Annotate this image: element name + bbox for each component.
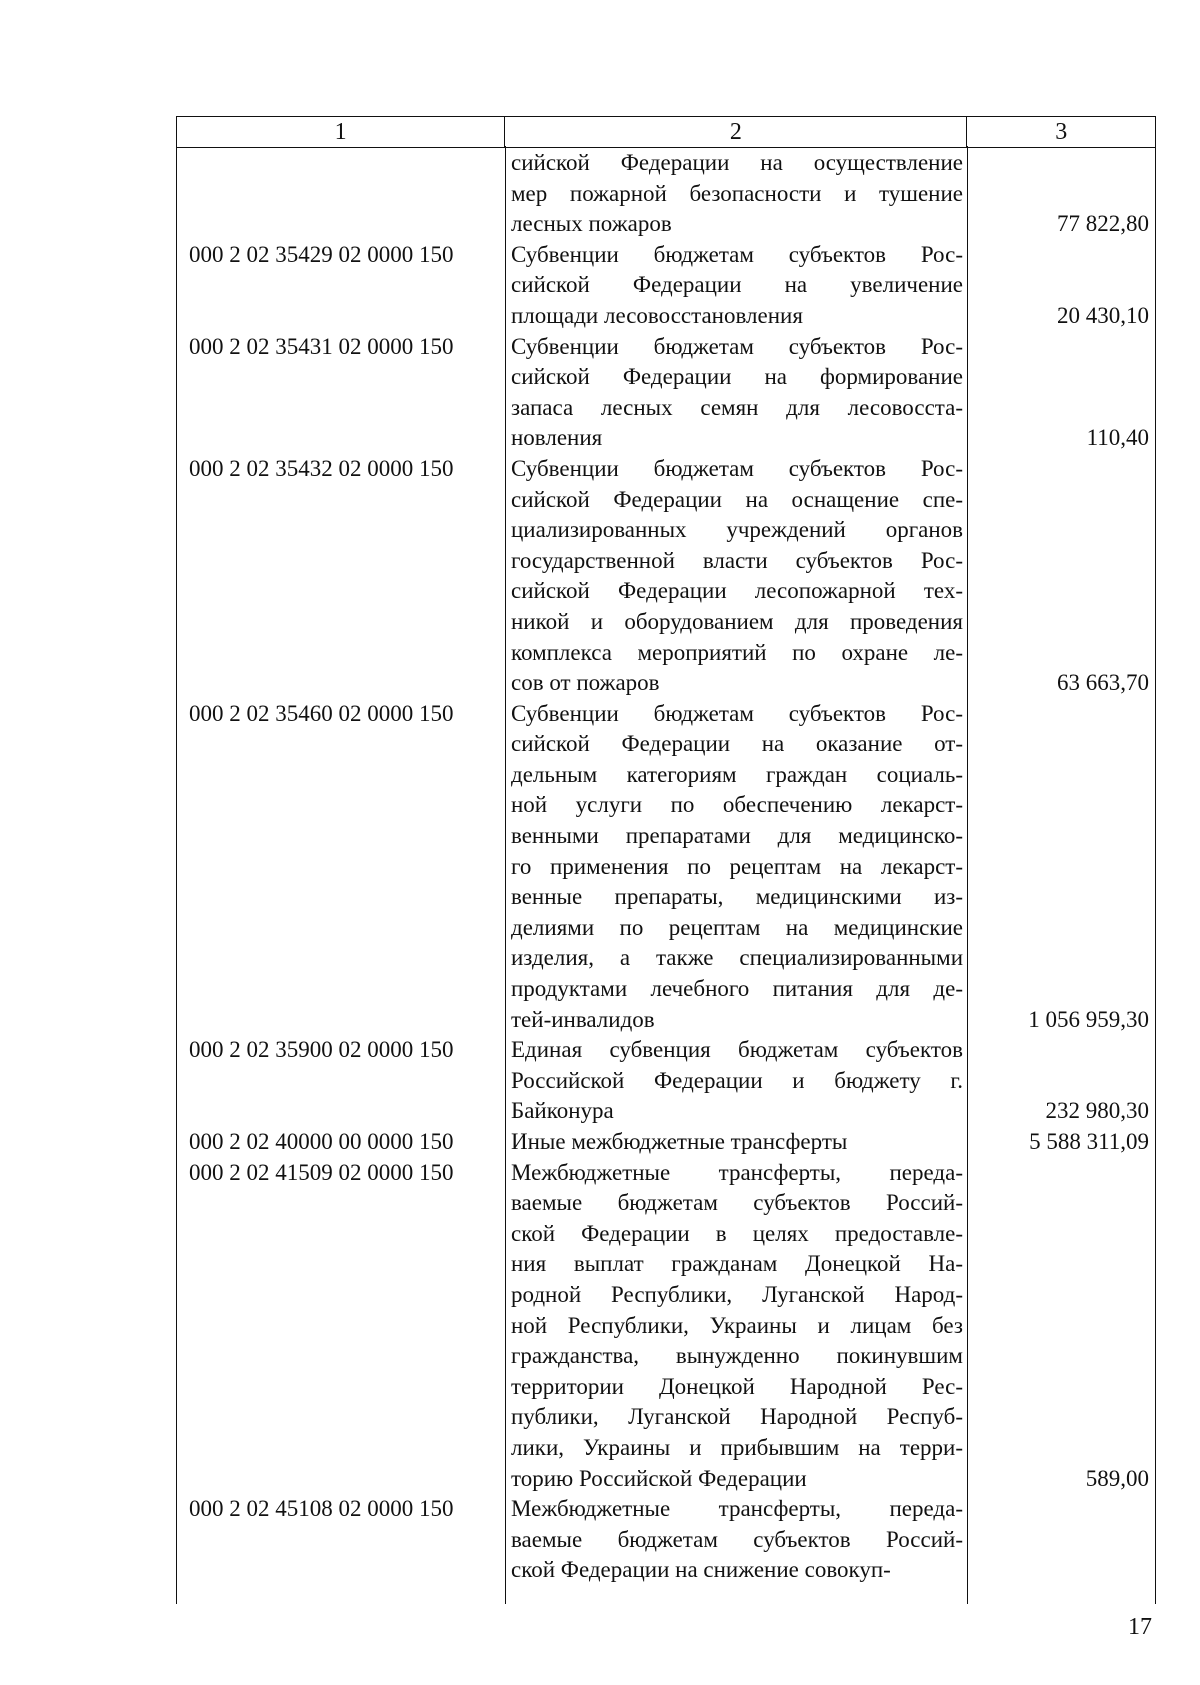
budget-table [176,116,1156,1604]
description-line: Субвенции бюджетам субъектов Рос- [511,700,963,726]
description-line: сийской Федерации на оснащение спе- [511,486,963,512]
description-line: Субвенции бюджетам субъектов Рос- [511,241,963,267]
amount-cell [967,1158,1155,1495]
amount: 63 663,70 [1057,670,1149,696]
amount: 110,40 [1086,425,1149,451]
description-line: венными препаратами для медицинско- [511,823,963,849]
description-line: государственной власти субъектов Рос- [511,547,963,573]
description-line: ваемые бюджетам субъектов Россий- [511,1190,963,1216]
amount: 232 980,30 [1045,1098,1149,1124]
table-row [177,699,1155,1036]
description-line: ной услуги по обеспечению лекарст- [511,792,963,818]
description [505,1494,967,1586]
description-line: го применения по рецептам на лекарст- [511,853,963,879]
description [505,1127,967,1158]
budget-code: 000 2 02 35900 02 0000 150 [189,1037,454,1063]
amount-cell [967,1035,1155,1127]
description-line: Межбюджетные трансферты, переда- [511,1159,963,1185]
page-number: 17 [1128,1614,1152,1640]
budget-code: 000 2 02 35432 02 0000 150 [189,455,454,481]
description-line: Субвенции бюджетам субъектов Рос- [511,455,963,481]
description-line: сийской Федерации на осуществление [511,150,963,175]
budget-code [177,148,505,240]
description-line: лесных пожаров [511,211,672,237]
description-line: ской Федерации на снижение совокуп- [511,1557,891,1583]
description-line: лики, Украины и прибывшим на терри- [511,1434,963,1460]
description-line: сийской Федерации на увеличение [511,272,963,298]
header-col-1: 1 [177,117,505,147]
budget-code: 000 2 02 35429 02 0000 150 [189,241,454,267]
description [505,240,967,332]
amount-cell [967,454,1155,699]
amount-cell [967,240,1155,332]
budget-code: 000 2 02 41509 02 0000 150 [189,1159,454,1185]
amount: 589,00 [1085,1465,1149,1491]
amount-cell [967,1127,1155,1158]
table-body [177,148,1155,1586]
amount-cell [967,148,1155,240]
description-line: ной Республики, Украины и лицам без [511,1312,963,1338]
description-line: публики, Луганской Народной Респуб- [511,1404,963,1430]
description-line: Единая субвенция бюджетам субъектов [511,1037,963,1063]
description-line: Субвенции бюджетам субъектов Рос- [511,333,963,359]
description-line: никой и оборудованием для проведения [511,608,963,634]
description [505,454,967,699]
description-line: делиями по рецептам на медицинские [511,914,963,940]
description-line: сийской Федерации на оказание от- [511,731,963,757]
table-row [177,148,1155,240]
table-row [177,454,1155,699]
description-line: тей-инвалидов [511,1006,655,1032]
budget-code: 000 2 02 35460 02 0000 150 [189,700,454,726]
description-line: сийской Федерации на формирование [511,364,963,390]
description-line: Межбюджетные трансферты, переда- [511,1496,963,1522]
table-row [177,1035,1155,1127]
description [505,1158,967,1495]
table-header [177,116,1155,148]
budget-code: 000 2 02 40000 00 0000 150 [189,1129,454,1154]
description-line: родной Республики, Луганской Народ- [511,1281,963,1307]
description-line: Российской Федерации и бюджету г. [511,1067,963,1093]
description-line: Иные межбюджетные трансферты [511,1129,848,1154]
description-line: продуктами лечебного питания для де- [511,976,963,1002]
description-line: сов от пожаров [511,670,660,696]
amount: 5 588 311,09 [1029,1129,1149,1154]
description-line: мер пожарной безопасности и тушение [511,180,963,206]
description-line: изделия, а также специализированными [511,945,963,971]
table-row [177,1494,1155,1586]
description [505,1035,967,1127]
description-line: гражданства, вынужденно покинувшим [511,1343,963,1369]
description-line: сийской Федерации лесопожарной тех- [511,578,963,604]
header-col-3: 3 [1055,119,1068,145]
description [505,332,967,454]
description-line: территории Донецкой Народной Рес- [511,1373,963,1399]
amount-cell [967,699,1155,1036]
description-line: венные препараты, медицинскими из- [511,884,963,910]
budget-code: 000 2 02 35431 02 0000 150 [189,333,454,359]
amount: 20 430,10 [1057,302,1149,328]
description-line: запаса лесных семян для лесовосста- [511,394,963,420]
description-line: циализированных учреждений органов [511,517,963,543]
table-row [177,1158,1155,1495]
description-line: ской Федерации в целях предоставле- [511,1220,963,1246]
amount: 77 822,80 [1057,211,1149,237]
description-line: комплекса мероприятий по охране ле- [511,639,963,665]
table-row [177,1127,1155,1158]
header-col-2: 2 [505,117,967,147]
description-line: новления [511,425,603,451]
table-row [177,332,1155,454]
description-line: Байконура [511,1098,614,1124]
description [505,148,967,240]
amount-cell [967,1494,1155,1586]
description-line: торию Российской Федерации [511,1465,807,1491]
table-row [177,240,1155,332]
description [505,699,967,1036]
description-line: ния выплат гражданам Донецкой На- [511,1251,963,1277]
budget-code: 000 2 02 45108 02 0000 150 [189,1496,454,1522]
description-line: ваемые бюджетам субъектов Россий- [511,1526,963,1552]
amount: 1 056 959,30 [1028,1006,1149,1032]
description-line: дельным категориям граждан социаль- [511,761,963,787]
description-line: площади лесовосстановления [511,302,803,328]
amount-cell [967,332,1155,454]
